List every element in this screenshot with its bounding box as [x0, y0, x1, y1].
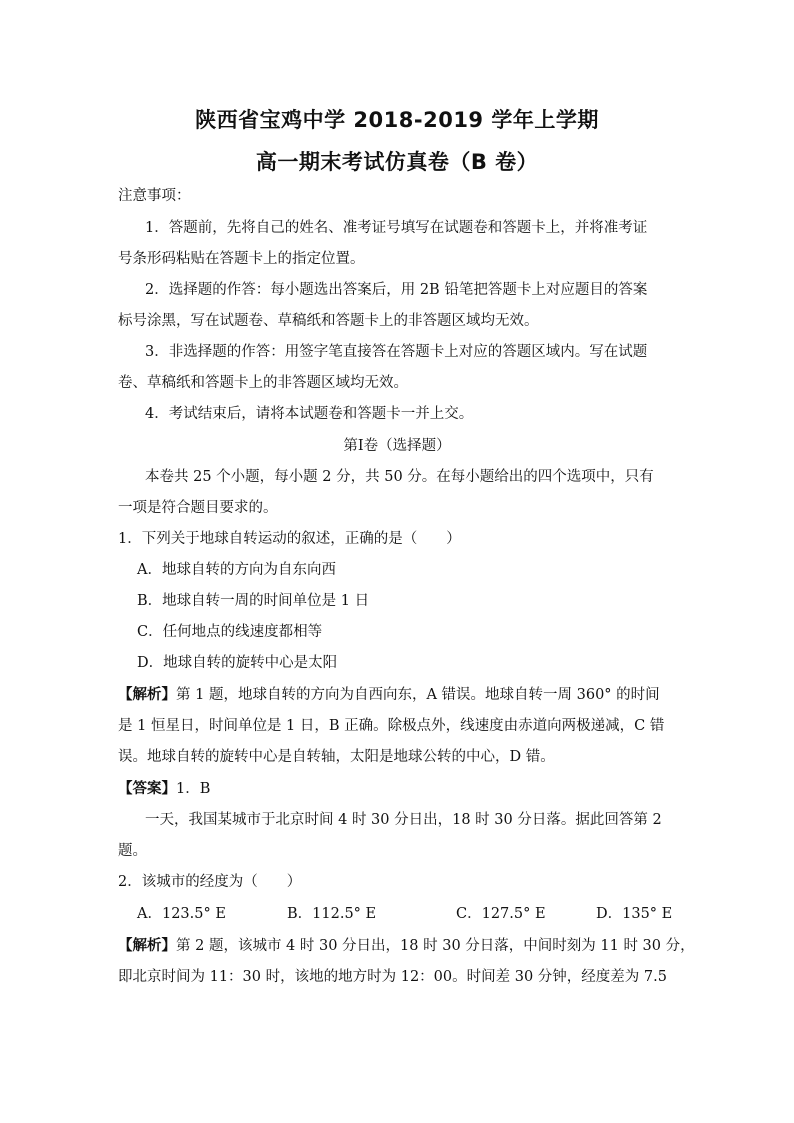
q1-analysis-text1: 第 1 题，地球自转的方向为自西向东，A 错误。地球自转一周 360° 的时间 [176, 687, 660, 703]
notice-item3-line1: 3．非选择题的作答：用签字笔直接答在答题卡上对应的答题区域内。写在试题 [145, 344, 648, 360]
q2-analysis-line1 [118, 936, 695, 956]
q1-answer-line [118, 779, 210, 799]
q1-option-c: C．任何地点的线速度都相等 [137, 624, 323, 640]
passage-line1: 一天，我国某城市于北京时间 4 时 30 分日出，18 时 30 分日落。据此回答第 2 [145, 812, 662, 828]
q1-answer-label: 【答案】 [118, 780, 176, 797]
q1-option-b: B．地球自转一周的时间单位是 1 日 [137, 593, 370, 609]
notice-heading: 注意事项： [118, 188, 191, 204]
notice-item2-line1: 2．选择题的作答：每小题选出答案后，用 2B 铅笔把答题卡上对应题目的答案 [145, 282, 648, 298]
q1-answer: 1．B [176, 781, 211, 797]
q1-option-d: D．地球自转的旋转中心是太阳 [137, 655, 338, 671]
q2-option-c: C．127.5° E [456, 906, 546, 922]
notice-item4: 4．考试结束后，请将本试题卷和答题卡一并上交。 [145, 406, 474, 422]
section-heading: 第Ⅰ卷（选择题） [343, 438, 451, 454]
q2-option-b: B．112.5° E [287, 906, 377, 922]
section-intro-line2: 一项是符合题目要求的。 [118, 500, 278, 516]
passage-line2: 题。 [118, 843, 147, 859]
q2-option-a: A．123.5° E [137, 906, 226, 922]
notice-item1-line2: 号条形码粘贴在答题卡上的指定位置。 [118, 251, 365, 267]
q2-analysis-text1: 第 2 题，该城市 4 时 30 分日出，18 时 30 分日落，中间时刻为 11 时 30 分， [176, 938, 695, 954]
q1-option-a: A．地球自转的方向为自东向西 [137, 562, 336, 578]
exam-title-line2: 高一期末考试仿真卷（B 卷） [255, 150, 539, 174]
q2-stem: 2．该城市的经度为（ ） [118, 874, 302, 890]
q1-analysis-line2: 是 1 恒星日，时间单位是 1 日，B 正确。除极点外，线速度由赤道向两极递减，C 错 [118, 718, 665, 734]
notice-item2-line2: 标号涂黑，写在试题卷、草稿纸和答题卡上的非答题区域均无效。 [118, 313, 539, 329]
q1-analysis-label: 【解析】 [118, 686, 176, 703]
notice-item3-line2: 卷、草稿纸和答题卡上的非答题区域均无效。 [118, 375, 408, 391]
q2-analysis-line2: 即北京时间为 11：30 时，该地的地方时为 12：00。时间差 30 分钟，经度差为 7.5 [118, 969, 667, 985]
q2-option-d: D．135° E [596, 906, 673, 922]
section-intro-line1: 本卷共 25 个小题，每小题 2 分，共 50 分。在每小题给出的四个选项中，只有 [145, 469, 654, 485]
q2-analysis-label: 【解析】 [118, 937, 176, 954]
q1-stem: 1．下列关于地球自转运动的叙述，正确的是（ ） [118, 531, 461, 547]
q1-analysis-line3: 误。地球自转的旋转中心是自转轴，太阳是地球公转的中心，D 错。 [118, 749, 555, 765]
q1-analysis-line1 [118, 685, 660, 705]
notice-item1-line1: 1．答题前，先将自己的姓名、准考证号填写在试题卷和答题卡上，并将准考证 [145, 220, 648, 236]
exam-title-line1: 陕西省宝鸡中学 2018-2019 学年上学期 [195, 108, 599, 132]
